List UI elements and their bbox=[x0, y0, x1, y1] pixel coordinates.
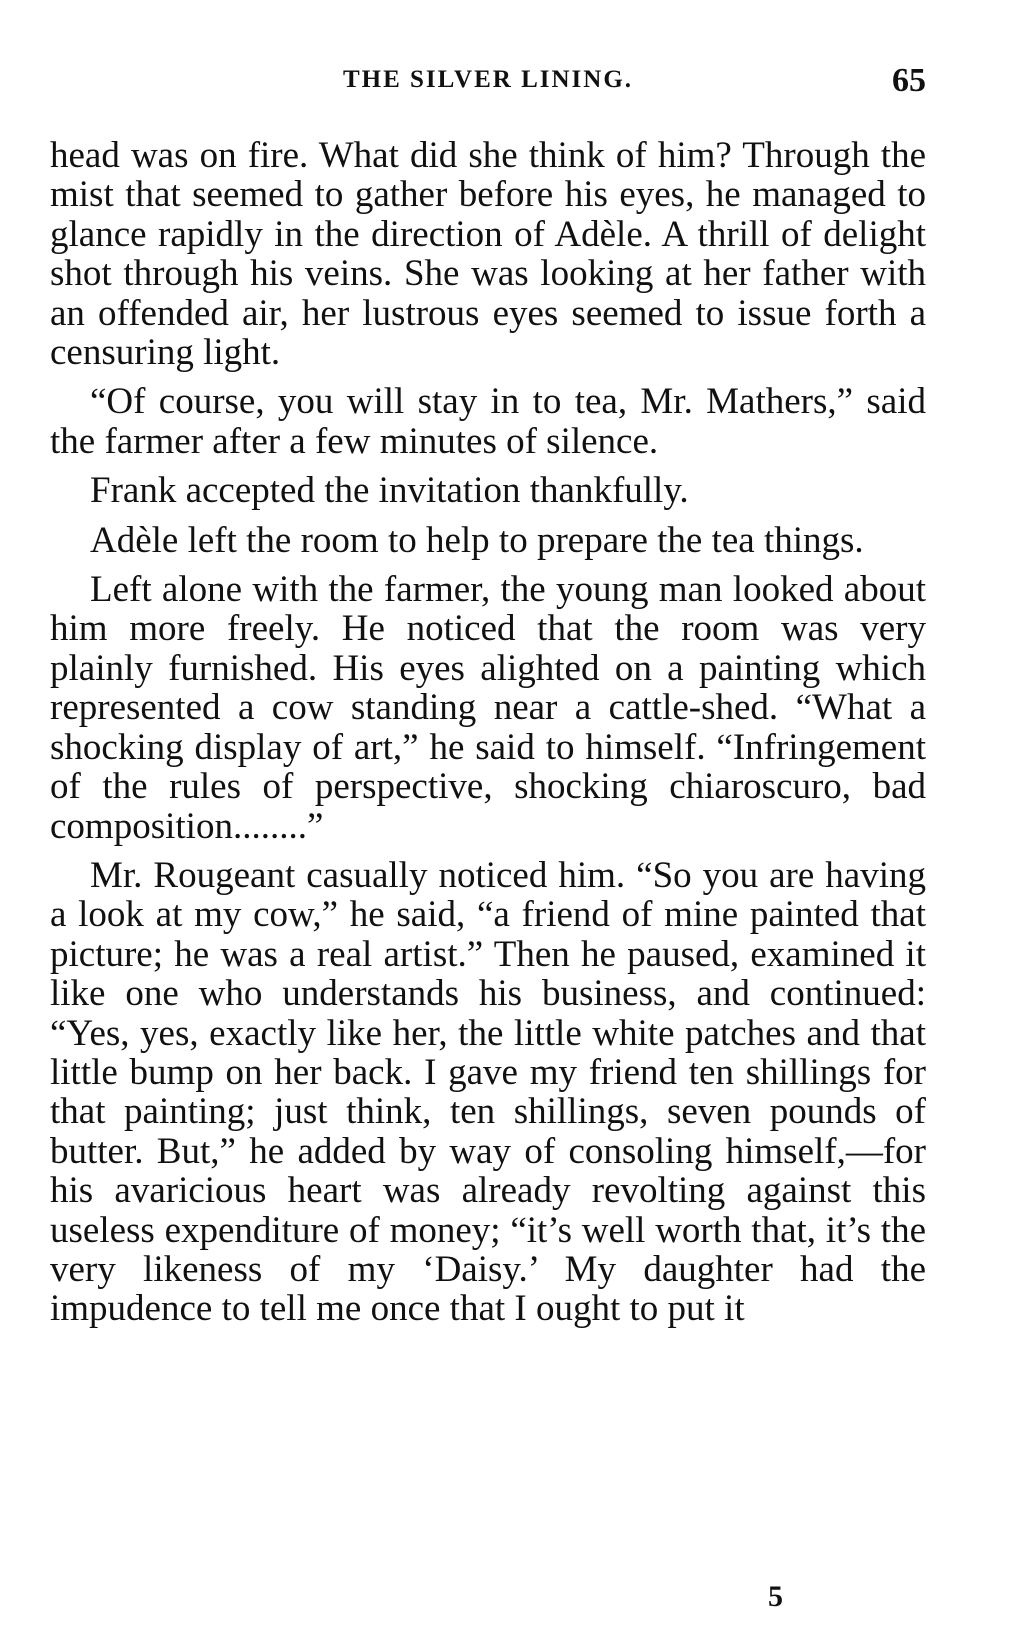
paragraph: Adèle left the room to help to prepare the tea things. bbox=[90, 519, 864, 561]
paragraph: Mr. Rougeant casually noticed him. “So you are having a look at my cow,” he said, “a friend of mine painted that picture; he was a real artist.” Then he paused, examined it like one who understands his business, and continued: “Yes, yes, exactly like her, the little white patches and that little bump on her back. I gave my friend ten shillings for that painting; just think, ten shillings, seven pounds of butter. But,” he added by way of consoling himself,—for his avaricious heart was already revolting against this useless expenditure of money; “it’s well worth that, it’s the very likeness of my ‘Daisy.’ My daughter had the impudence to tell me once that I ought to put it bbox=[50, 854, 926, 1330]
signature-mark: 5 bbox=[768, 1580, 783, 1613]
running-head bbox=[50, 62, 926, 106]
paragraph: “Of course, you will stay in to tea, Mr. Mathers,” said the farmer after a few minutes of silence. bbox=[50, 381, 926, 462]
running-title: THE SILVER LINING. bbox=[342, 66, 634, 93]
paragraph: head was on fire. What did she think of him? Through the mist that seemed to gather before his eyes, he managed to glance rapidly in the direction of Adèle. A thrill of delight shot through his veins. She was looking at her father with an offended air, her lustrous eyes seemed to issue forth a censuring light. bbox=[50, 135, 926, 374]
page-number: 65 bbox=[892, 62, 926, 99]
paragraph: Frank accepted the invitation thankfully. bbox=[90, 470, 689, 512]
body-text bbox=[50, 136, 926, 1339]
paragraph: Left alone with the farmer, the young man looked about him more freely. He noticed that the room was very plainly furnished. His eyes alighted on a painting which represented a cow standing near a cattle-shed. “What a shocking display of art,” he said to himself. “Infringement of the rules of perspective, shocking chiaroscuro, bad composition........” bbox=[50, 569, 926, 847]
